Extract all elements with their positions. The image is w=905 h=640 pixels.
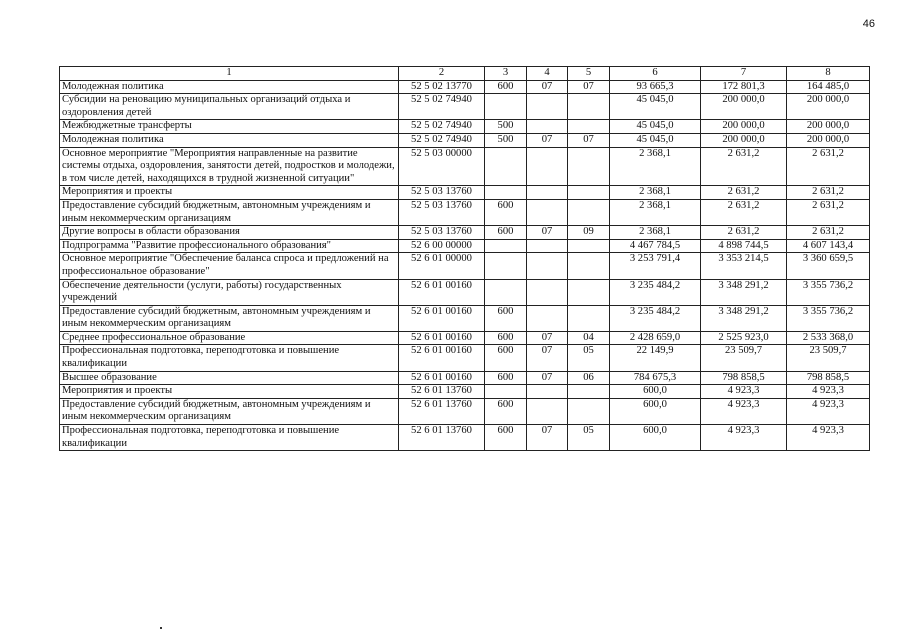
row-name-cell: Межбюджетные трансферты xyxy=(60,120,399,134)
table-row xyxy=(60,133,870,147)
amount-year-2-cell: 4 923,3 xyxy=(701,385,787,399)
row-name-cell: Высшее образование xyxy=(60,371,399,385)
amount-year-2-cell: 798 858,5 xyxy=(701,371,787,385)
amount-year-3-cell: 164 485,0 xyxy=(787,80,870,94)
row-name-cell: Субсидии на реновацию муниципальных организаций отдыха и оздоровления детей xyxy=(60,94,399,120)
target-code-cell: 52 5 03 13760 xyxy=(399,199,485,225)
header-cell: 2 xyxy=(399,67,485,81)
subsection-cell xyxy=(568,385,610,399)
expense-type-cell: 600 xyxy=(485,305,527,331)
expense-type-cell: 600 xyxy=(485,80,527,94)
expense-type-cell xyxy=(485,253,527,279)
target-code-cell: 52 5 03 00000 xyxy=(399,147,485,186)
amount-year-3-cell: 4 923,3 xyxy=(787,385,870,399)
amount-year-3-cell: 2 533 368,0 xyxy=(787,331,870,345)
amount-year-2-cell: 4 923,3 xyxy=(701,398,787,424)
amount-year-1-cell: 3 235 484,2 xyxy=(610,279,701,305)
amount-year-2-cell: 200 000,0 xyxy=(701,94,787,120)
section-cell: 07 xyxy=(527,345,568,371)
amount-year-1-cell: 784 675,3 xyxy=(610,371,701,385)
amount-year-1-cell: 2 368,1 xyxy=(610,199,701,225)
section-cell xyxy=(527,186,568,200)
section-cell: 07 xyxy=(527,133,568,147)
target-code-cell: 52 6 01 00160 xyxy=(399,331,485,345)
amount-year-1-cell: 600,0 xyxy=(610,385,701,399)
subsection-cell: 09 xyxy=(568,226,610,240)
table-row xyxy=(60,371,870,385)
amount-year-1-cell: 93 665,3 xyxy=(610,80,701,94)
expense-type-cell xyxy=(485,94,527,120)
row-name-cell: Предоставление субсидий бюджетным, автономным учреждениям и иным некоммерческим организациям xyxy=(60,199,399,225)
section-cell: 07 xyxy=(527,80,568,94)
table-row xyxy=(60,120,870,134)
expense-type-cell: 600 xyxy=(485,398,527,424)
header-cell: 5 xyxy=(568,67,610,81)
table-row xyxy=(60,147,870,186)
amount-year-2-cell: 2 631,2 xyxy=(701,199,787,225)
amount-year-3-cell: 200 000,0 xyxy=(787,133,870,147)
amount-year-3-cell: 200 000,0 xyxy=(787,120,870,134)
stray-mark xyxy=(160,627,162,629)
row-name-cell: Подпрограмма "Развитие профессионального образования" xyxy=(60,239,399,253)
amount-year-1-cell: 600,0 xyxy=(610,425,701,451)
target-code-cell: 52 6 01 00160 xyxy=(399,371,485,385)
section-cell xyxy=(527,398,568,424)
header-cell: 1 xyxy=(60,67,399,81)
expense-type-cell xyxy=(485,147,527,186)
subsection-cell xyxy=(568,305,610,331)
section-cell xyxy=(527,385,568,399)
header-cell: 4 xyxy=(527,67,568,81)
section-cell xyxy=(527,253,568,279)
amount-year-1-cell: 3 235 484,2 xyxy=(610,305,701,331)
row-name-cell: Молодежная политика xyxy=(60,80,399,94)
target-code-cell: 52 5 03 13760 xyxy=(399,186,485,200)
table-row xyxy=(60,226,870,240)
amount-year-2-cell: 4 898 744,5 xyxy=(701,239,787,253)
page-number: 46 xyxy=(862,18,875,30)
expense-type-cell xyxy=(485,279,527,305)
row-name-cell: Мероприятия и проекты xyxy=(60,385,399,399)
row-name-cell: Профессиональная подготовка, переподготовка и повышение квалификации xyxy=(60,345,399,371)
amount-year-1-cell: 2 368,1 xyxy=(610,147,701,186)
expense-type-cell xyxy=(485,186,527,200)
table-row xyxy=(60,239,870,253)
amount-year-1-cell: 2 428 659,0 xyxy=(610,331,701,345)
table-row xyxy=(60,425,870,451)
amount-year-1-cell: 45 045,0 xyxy=(610,120,701,134)
target-code-cell: 52 6 01 00160 xyxy=(399,279,485,305)
expense-type-cell: 600 xyxy=(485,226,527,240)
target-code-cell: 52 6 00 00000 xyxy=(399,239,485,253)
amount-year-2-cell: 2 631,2 xyxy=(701,226,787,240)
amount-year-3-cell: 2 631,2 xyxy=(787,147,870,186)
amount-year-1-cell: 45 045,0 xyxy=(610,94,701,120)
section-cell: 07 xyxy=(527,331,568,345)
target-code-cell: 52 6 01 00160 xyxy=(399,345,485,371)
subsection-cell xyxy=(568,94,610,120)
section-cell xyxy=(527,120,568,134)
subsection-cell: 07 xyxy=(568,133,610,147)
table-row xyxy=(60,279,870,305)
expense-type-cell: 600 xyxy=(485,425,527,451)
row-name-cell: Мероприятия и проекты xyxy=(60,186,399,200)
section-cell: 07 xyxy=(527,226,568,240)
amount-year-3-cell: 2 631,2 xyxy=(787,199,870,225)
amount-year-3-cell: 4 923,3 xyxy=(787,425,870,451)
amount-year-2-cell: 200 000,0 xyxy=(701,133,787,147)
amount-year-1-cell: 2 368,1 xyxy=(610,226,701,240)
subsection-cell xyxy=(568,239,610,253)
target-code-cell: 52 5 02 13770 xyxy=(399,80,485,94)
table-row xyxy=(60,305,870,331)
subsection-cell: 05 xyxy=(568,345,610,371)
amount-year-2-cell: 2 631,2 xyxy=(701,147,787,186)
amount-year-1-cell: 600,0 xyxy=(610,398,701,424)
expense-type-cell xyxy=(485,239,527,253)
table-header-row xyxy=(60,67,870,81)
amount-year-2-cell: 172 801,3 xyxy=(701,80,787,94)
subsection-cell xyxy=(568,186,610,200)
amount-year-3-cell: 798 858,5 xyxy=(787,371,870,385)
subsection-cell xyxy=(568,147,610,186)
target-code-cell: 52 5 02 74940 xyxy=(399,133,485,147)
amount-year-2-cell: 3 348 291,2 xyxy=(701,305,787,331)
budget-table xyxy=(59,66,870,451)
amount-year-3-cell: 3 355 736,2 xyxy=(787,305,870,331)
row-name-cell: Профессиональная подготовка, переподготовка и повышение квалификации xyxy=(60,425,399,451)
section-cell xyxy=(527,279,568,305)
section-cell xyxy=(527,199,568,225)
amount-year-2-cell: 2 525 923,0 xyxy=(701,331,787,345)
header-cell: 3 xyxy=(485,67,527,81)
amount-year-3-cell: 3 360 659,5 xyxy=(787,253,870,279)
amount-year-3-cell: 200 000,0 xyxy=(787,94,870,120)
subsection-cell xyxy=(568,398,610,424)
subsection-cell xyxy=(568,120,610,134)
section-cell xyxy=(527,305,568,331)
subsection-cell xyxy=(568,253,610,279)
target-code-cell: 52 5 03 13760 xyxy=(399,226,485,240)
table-row xyxy=(60,80,870,94)
target-code-cell: 52 5 02 74940 xyxy=(399,120,485,134)
row-name-cell: Основное мероприятие "Мероприятия направленные на развитие системы отдыха, оздоровления, занятости детей, подростков и молодежи, в том числе детей, находящихся в трудной жизненной ситуации" xyxy=(60,147,399,186)
table-row xyxy=(60,345,870,371)
row-name-cell: Молодежная политика xyxy=(60,133,399,147)
amount-year-2-cell: 2 631,2 xyxy=(701,186,787,200)
amount-year-2-cell: 23 509,7 xyxy=(701,345,787,371)
expense-type-cell: 500 xyxy=(485,120,527,134)
subsection-cell xyxy=(568,279,610,305)
amount-year-1-cell: 45 045,0 xyxy=(610,133,701,147)
table-row xyxy=(60,94,870,120)
target-code-cell: 52 6 01 13760 xyxy=(399,398,485,424)
section-cell xyxy=(527,239,568,253)
amount-year-3-cell: 4 607 143,4 xyxy=(787,239,870,253)
amount-year-1-cell: 22 149,9 xyxy=(610,345,701,371)
amount-year-1-cell: 3 253 791,4 xyxy=(610,253,701,279)
expense-type-cell: 600 xyxy=(485,331,527,345)
amount-year-2-cell: 3 348 291,2 xyxy=(701,279,787,305)
subsection-cell: 06 xyxy=(568,371,610,385)
table-row xyxy=(60,199,870,225)
table-row xyxy=(60,385,870,399)
row-name-cell: Основное мероприятие "Обеспечение баланса спроса и предложений на профессиональное образование" xyxy=(60,253,399,279)
row-name-cell: Среднее профессиональное образование xyxy=(60,331,399,345)
row-name-cell: Другие вопросы в области образования xyxy=(60,226,399,240)
header-cell: 7 xyxy=(701,67,787,81)
section-cell: 07 xyxy=(527,371,568,385)
amount-year-1-cell: 4 467 784,5 xyxy=(610,239,701,253)
expense-type-cell: 500 xyxy=(485,133,527,147)
table-row xyxy=(60,398,870,424)
section-cell xyxy=(527,147,568,186)
table-row xyxy=(60,331,870,345)
subsection-cell: 07 xyxy=(568,80,610,94)
table-row xyxy=(60,253,870,279)
amount-year-3-cell: 4 923,3 xyxy=(787,398,870,424)
amount-year-2-cell: 200 000,0 xyxy=(701,120,787,134)
target-code-cell: 52 6 01 13760 xyxy=(399,425,485,451)
amount-year-3-cell: 3 355 736,2 xyxy=(787,279,870,305)
amount-year-2-cell: 4 923,3 xyxy=(701,425,787,451)
expense-type-cell xyxy=(485,385,527,399)
row-name-cell: Предоставление субсидий бюджетным, автономным учреждениям и иным некоммерческим организациям xyxy=(60,305,399,331)
header-cell: 8 xyxy=(787,67,870,81)
amount-year-3-cell: 2 631,2 xyxy=(787,226,870,240)
section-cell xyxy=(527,94,568,120)
target-code-cell: 52 5 02 74940 xyxy=(399,94,485,120)
expense-type-cell: 600 xyxy=(485,371,527,385)
amount-year-3-cell: 2 631,2 xyxy=(787,186,870,200)
amount-year-3-cell: 23 509,7 xyxy=(787,345,870,371)
subsection-cell xyxy=(568,199,610,225)
amount-year-1-cell: 2 368,1 xyxy=(610,186,701,200)
table-row xyxy=(60,186,870,200)
target-code-cell: 52 6 01 00160 xyxy=(399,305,485,331)
target-code-cell: 52 6 01 00000 xyxy=(399,253,485,279)
section-cell: 07 xyxy=(527,425,568,451)
target-code-cell: 52 6 01 13760 xyxy=(399,385,485,399)
header-cell: 6 xyxy=(610,67,701,81)
subsection-cell: 04 xyxy=(568,331,610,345)
expense-type-cell: 600 xyxy=(485,345,527,371)
expense-type-cell: 600 xyxy=(485,199,527,225)
row-name-cell: Предоставление субсидий бюджетным, автономным учреждениям и иным некоммерческим организациям xyxy=(60,398,399,424)
subsection-cell: 05 xyxy=(568,425,610,451)
amount-year-2-cell: 3 353 214,5 xyxy=(701,253,787,279)
row-name-cell: Обеспечение деятельности (услуги, работы) государственных учреждений xyxy=(60,279,399,305)
